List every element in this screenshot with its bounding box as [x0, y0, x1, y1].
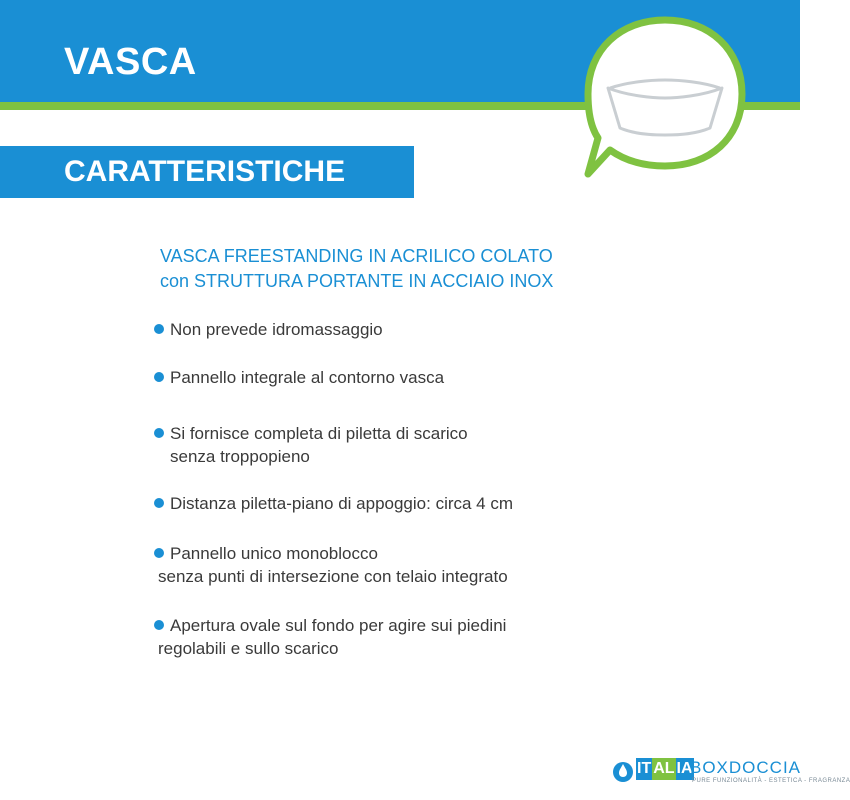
bullet-dot-icon — [154, 372, 164, 382]
feature-text: Pannello integrale al contorno vasca — [170, 368, 445, 387]
page-title: VASCA — [64, 41, 197, 83]
logo-italia — [636, 758, 694, 780]
feature-text: Apertura ovale sul fondo per agire sui piedini — [170, 616, 507, 635]
feature-item — [154, 318, 383, 341]
feature-text: Non prevede idromassaggio — [170, 320, 383, 339]
feature-text-continued: senza troppopieno — [170, 447, 310, 466]
feature-text: Si fornisce completa di piletta di scarico — [170, 424, 468, 443]
feature-text-continued: regolabili e sullo scarico — [158, 639, 339, 658]
feature-text: Pannello unico monoblocco — [170, 544, 378, 563]
logo-text-al: AL — [652, 758, 675, 780]
bullet-dot-icon — [154, 620, 164, 630]
bullet-dot-icon — [154, 428, 164, 438]
logo-text-ia: IA — [676, 758, 694, 780]
feature-text-continued: senza punti di intersezione con telaio integrato — [158, 567, 508, 586]
feature-text: Distanza piletta-piano di appoggio: circa 4 cm — [170, 494, 514, 513]
bullet-dot-icon — [154, 324, 164, 334]
logo-text-it: IT — [636, 758, 652, 780]
water-drop-icon — [612, 756, 634, 784]
bullet-dot-icon — [154, 548, 164, 558]
product-subtitle-line-2: con STRUTTURA PORTANTE IN ACCIAIO INOX — [160, 271, 554, 291]
feature-item — [154, 542, 508, 588]
feature-item — [154, 492, 513, 515]
logo-boxdoccia: BOXDOCCIA — [690, 758, 802, 777]
logo-tagline: PURE FUNZIONALITÀ - ESTETICA - FRAGRANZA — [692, 778, 850, 784]
product-subtitle-line-1: VASCA FREESTANDING IN ACRILICO COLATO — [160, 246, 553, 266]
bullet-dot-icon — [154, 498, 164, 508]
brand-logo — [612, 752, 850, 792]
feature-item — [154, 422, 468, 468]
feature-item — [154, 614, 506, 660]
feature-item — [154, 366, 444, 389]
section-title: CARATTERISTICHE — [64, 155, 346, 188]
